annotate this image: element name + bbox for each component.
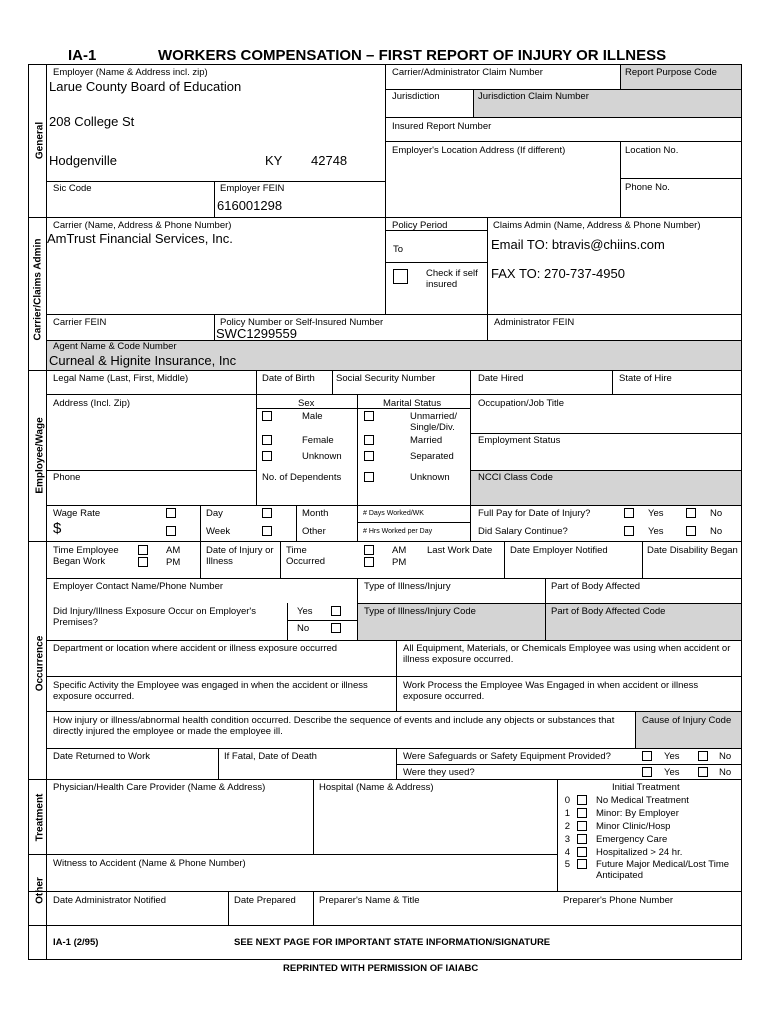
form-version: IA-1 (2/95) <box>53 937 99 948</box>
premises-yes-checkbox[interactable] <box>331 606 341 616</box>
hrs-worked-label: # Hrs Worked per Day <box>363 528 433 535</box>
reprinted-notice: REPRINTED WITH PERMISSION OF IAIABC <box>283 963 479 974</box>
full-pay-label: Full Pay for Date of Injury? <box>478 508 591 519</box>
employer-label: Employer (Name & Address incl. zip) <box>53 67 208 78</box>
marital-separated-label: Separated <box>410 451 454 462</box>
date-disability-label: Date Disability Began <box>647 545 738 556</box>
employer-name[interactable]: Larue County Board of Education <box>49 79 242 94</box>
treatment-option-label: Emergency Care <box>596 834 668 845</box>
began-am-checkbox[interactable] <box>138 545 148 555</box>
hospital-label: Hospital (Name & Address) <box>319 782 434 793</box>
employer-city[interactable]: Hodgenville <box>49 153 117 168</box>
treatment-option-label: Minor Clinic/Hosp <box>596 821 671 832</box>
sex-male-label: Male <box>302 411 323 422</box>
wage-week-checkbox[interactable] <box>166 526 176 536</box>
time-began-label: Time Employee Began Work <box>53 545 119 567</box>
claims-admin-label: Claims Admin (Name, Address & Phone Number) <box>493 220 701 231</box>
sex-male-checkbox[interactable] <box>262 411 272 421</box>
premises-label: Did Injury/Illness Exposure Occur on Employer's Premises? <box>53 606 256 628</box>
treatment-option-checkbox[interactable] <box>577 847 587 857</box>
marital-married-checkbox[interactable] <box>364 435 374 445</box>
treatment-option-number: 1 <box>564 808 570 819</box>
policy-number-label: Policy Number or Self-Insured Number <box>220 317 384 328</box>
carrier-fein-label: Carrier FEIN <box>53 317 107 328</box>
phone-label: Phone <box>53 472 81 483</box>
occurred-pm-checkbox[interactable] <box>364 557 374 567</box>
ncci-label: NCCI Class Code <box>478 472 553 483</box>
state-hire-label: State of Hire <box>619 373 672 384</box>
treatment-option-checkbox[interactable] <box>577 821 587 831</box>
treatment-option-checkbox[interactable] <box>577 859 587 869</box>
time-occurred-label: Time Occurred <box>286 545 326 567</box>
equipment-label: All Equipment, Materials, or Chemicals Employee was using when accident or illness exposure occurred. <box>403 643 731 665</box>
policy-period-label: Policy Period <box>392 220 448 231</box>
used-no-checkbox[interactable] <box>698 767 708 777</box>
agent-value[interactable]: Curneal & Hignite Insurance, Inc <box>49 353 237 368</box>
type-code-label: Type of Illness/Injury Code <box>364 606 476 617</box>
section-general: General <box>34 121 46 160</box>
form-title: WORKERS COMPENSATION – FIRST REPORT OF INJURY OR ILLNESS <box>158 47 667 64</box>
salary-no-checkbox[interactable] <box>686 526 696 536</box>
phone-no-label: Phone No. <box>625 182 670 193</box>
full-pay-no-checkbox[interactable] <box>686 508 696 518</box>
occurred-am-checkbox[interactable] <box>364 545 374 555</box>
used-no-label: No <box>719 767 732 778</box>
salary-continue-label: Did Salary Continue? <box>478 526 568 537</box>
cause-code-label: Cause of Injury Code <box>642 715 732 726</box>
body-part-label: Part of Body Affected <box>551 581 641 592</box>
full-pay-yes-label: Yes <box>648 508 664 519</box>
safeguards-no-label: No <box>719 751 732 762</box>
see-next-page: SEE NEXT PAGE FOR IMPORTANT STATE INFORMATION/SIGNATURE <box>234 937 551 948</box>
marital-unmarried-checkbox[interactable] <box>364 411 374 421</box>
ssn-label: Social Security Number <box>336 373 436 384</box>
began-pm-checkbox[interactable] <box>138 557 148 567</box>
employer-state[interactable]: KY <box>265 153 283 168</box>
safeguards-no-checkbox[interactable] <box>698 751 708 761</box>
form-id: IA-1 <box>68 47 97 64</box>
sex-unknown-label: Unknown <box>302 451 342 462</box>
safeguards-label: Were Safeguards or Safety Equipment Provided? <box>403 751 611 762</box>
occurred-am-label: AM <box>392 545 407 556</box>
section-occurrence: Occurrence <box>34 635 46 692</box>
marital-separated-checkbox[interactable] <box>364 451 374 461</box>
treatment-option-checkbox[interactable] <box>577 808 587 818</box>
physician-label: Physician/Health Care Provider (Name & Address) <box>53 782 266 793</box>
legal-name-label: Legal Name (Last, First, Middle) <box>53 373 189 384</box>
wage-rate-label: Wage Rate <box>53 508 101 519</box>
returned-label: Date Returned to Work <box>53 751 150 762</box>
wage-month-checkbox[interactable] <box>262 508 272 518</box>
wage-other-checkbox[interactable] <box>262 526 272 536</box>
location-address-label: Employer's Location Address (If different) <box>392 145 566 156</box>
marital-unmarried-label: Unmarried/ Single/Div. <box>410 411 457 433</box>
type-injury-label: Type of Illness/Injury <box>364 581 451 592</box>
section-employee: Employee/Wage <box>34 417 46 494</box>
address-label: Address (Incl. Zip) <box>53 398 131 409</box>
witness-label: Witness to Accident (Name & Phone Number) <box>53 858 246 869</box>
contact-label: Employer Contact Name/Phone Number <box>53 581 224 592</box>
treatment-option-number: 4 <box>564 847 570 858</box>
employment-status-label: Employment Status <box>478 435 561 446</box>
date-notified-label: Date Employer Notified <box>510 545 608 556</box>
treatment-option-number: 3 <box>564 834 570 845</box>
employer-street[interactable]: 208 College St <box>49 114 135 129</box>
treatment-option-number: 0 <box>564 795 570 806</box>
treatment-option-checkbox[interactable] <box>577 834 587 844</box>
wage-day-checkbox[interactable] <box>166 508 176 518</box>
employer-fein-value[interactable]: 616001298 <box>217 198 283 213</box>
preparer-phone-label: Preparer's Phone Number <box>563 895 674 906</box>
activity-label: Specific Activity the Employee was engaged in when the accident or illness exposure occurred. <box>53 680 368 702</box>
employer-zip[interactable]: 42748 <box>311 153 348 168</box>
occurred-pm-label: PM <box>392 557 407 568</box>
insured-report-label: Insured Report Number <box>392 121 492 132</box>
dependents-label: No. of Dependents <box>262 472 342 483</box>
section-treatment: Treatment <box>34 793 46 842</box>
marital-status-label: Marital Status <box>383 398 442 409</box>
treatment-option-number: 5 <box>564 859 570 870</box>
marital-unknown-checkbox[interactable] <box>364 472 374 482</box>
claims-admin-fax[interactable]: FAX TO: 270-737-4950 <box>491 266 625 281</box>
jurisdiction-label: Jurisdiction <box>392 91 440 102</box>
used-yes-checkbox[interactable] <box>642 767 652 777</box>
self-insured-checkbox[interactable] <box>393 269 408 284</box>
policy-number-value[interactable]: SWC1299559 <box>216 326 297 341</box>
date-injury-label: Date of Injury or Illness <box>206 545 274 567</box>
admin-notified-label: Date Administrator Notified <box>53 895 166 906</box>
date-prepared-label: Date Prepared <box>234 895 296 906</box>
section-other: Other <box>34 877 46 904</box>
body-code-label: Part of Body Affected Code <box>551 606 666 617</box>
wage-day-label: Day <box>206 508 223 519</box>
sex-female-label: Female <box>302 435 334 446</box>
salary-yes-label: Yes <box>648 526 664 537</box>
full-pay-no-label: No <box>710 508 723 519</box>
marital-married-label: Married <box>410 435 443 446</box>
dob-label: Date of Birth <box>262 373 315 384</box>
sex-label: Sex <box>298 398 315 409</box>
salary-no-label: No <box>710 526 723 537</box>
safeguards-yes-label: Yes <box>664 751 680 762</box>
initial-treatment-label: Initial Treatment <box>612 782 680 793</box>
full-pay-yes-checkbox[interactable] <box>624 508 634 518</box>
sic-code-label: Sic Code <box>53 183 92 194</box>
used-yes-label: Yes <box>664 767 680 778</box>
location-no-label: Location No. <box>625 145 679 156</box>
wage-dollar-sign: $ <box>53 520 62 537</box>
sex-unknown-checkbox[interactable] <box>262 451 272 461</box>
section-carrier: Carrier/Claims Admin <box>32 238 44 341</box>
treatment-option-checkbox[interactable] <box>577 795 587 805</box>
premises-no-checkbox[interactable] <box>331 623 341 633</box>
sex-female-checkbox[interactable] <box>262 435 272 445</box>
claims-admin-email[interactable]: Email TO: btravis@chiins.com <box>491 237 665 252</box>
fatal-label: If Fatal, Date of Death <box>224 751 317 762</box>
preparer-label: Preparer's Name & Title <box>319 895 420 906</box>
premises-no-label: No <box>297 623 310 634</box>
began-am-label: AM <box>166 545 181 556</box>
report-purpose-label: Report Purpose Code <box>625 67 717 78</box>
carrier-label: Carrier (Name, Address & Phone Number) <box>53 220 232 231</box>
last-work-label: Last Work Date <box>427 545 493 556</box>
carrier-value[interactable]: AmTrust Financial Services, Inc. <box>47 231 233 246</box>
treatment-option-label: No Medical Treatment <box>596 795 689 806</box>
policy-to-label: To <box>393 244 404 255</box>
wage-other-label: Other <box>302 526 326 537</box>
used-label: Were they used? <box>403 767 475 778</box>
premises-yes-label: Yes <box>297 606 313 617</box>
department-label: Department or location where accident or illness exposure occurred <box>53 643 338 654</box>
agent-label: Agent Name & Code Number <box>53 341 177 352</box>
marital-unknown-label: Unknown <box>410 472 450 483</box>
treatment-option-label: Future Major Medical/Lost Time Anticipated <box>596 859 730 881</box>
self-insured-label: Check if self insured <box>426 268 478 290</box>
jurisdiction-claim-label: Jurisdiction Claim Number <box>478 91 589 102</box>
wage-week-label: Week <box>206 526 231 537</box>
began-pm-label: PM <box>166 557 181 568</box>
carrier-claim-label: Carrier/Administrator Claim Number <box>392 67 543 78</box>
occupation-label: Occupation/Job Title <box>478 398 565 409</box>
employer-fein-label: Employer FEIN <box>220 183 285 194</box>
wage-month-label: Month <box>302 508 329 519</box>
treatment-option-label: Hospitalized > 24 hr. <box>596 847 683 858</box>
work-process-label: Work Process the Employee Was Engaged in when accident or illness exposure occurred. <box>403 680 699 702</box>
days-worked-label: # Days Worked/WK <box>363 510 424 517</box>
treatment-option-label: Minor: By Employer <box>596 808 679 819</box>
treatment-option-number: 2 <box>564 821 570 832</box>
how-label: How injury or illness/abnormal health condition occurred. Describe the sequence of events and include any objects or substances that directly injured the employee or made the employee ill. <box>53 715 615 737</box>
salary-yes-checkbox[interactable] <box>624 526 634 536</box>
admin-fein-label: Administrator FEIN <box>494 317 575 328</box>
safeguards-yes-checkbox[interactable] <box>642 751 652 761</box>
date-hired-label: Date Hired <box>478 373 524 384</box>
